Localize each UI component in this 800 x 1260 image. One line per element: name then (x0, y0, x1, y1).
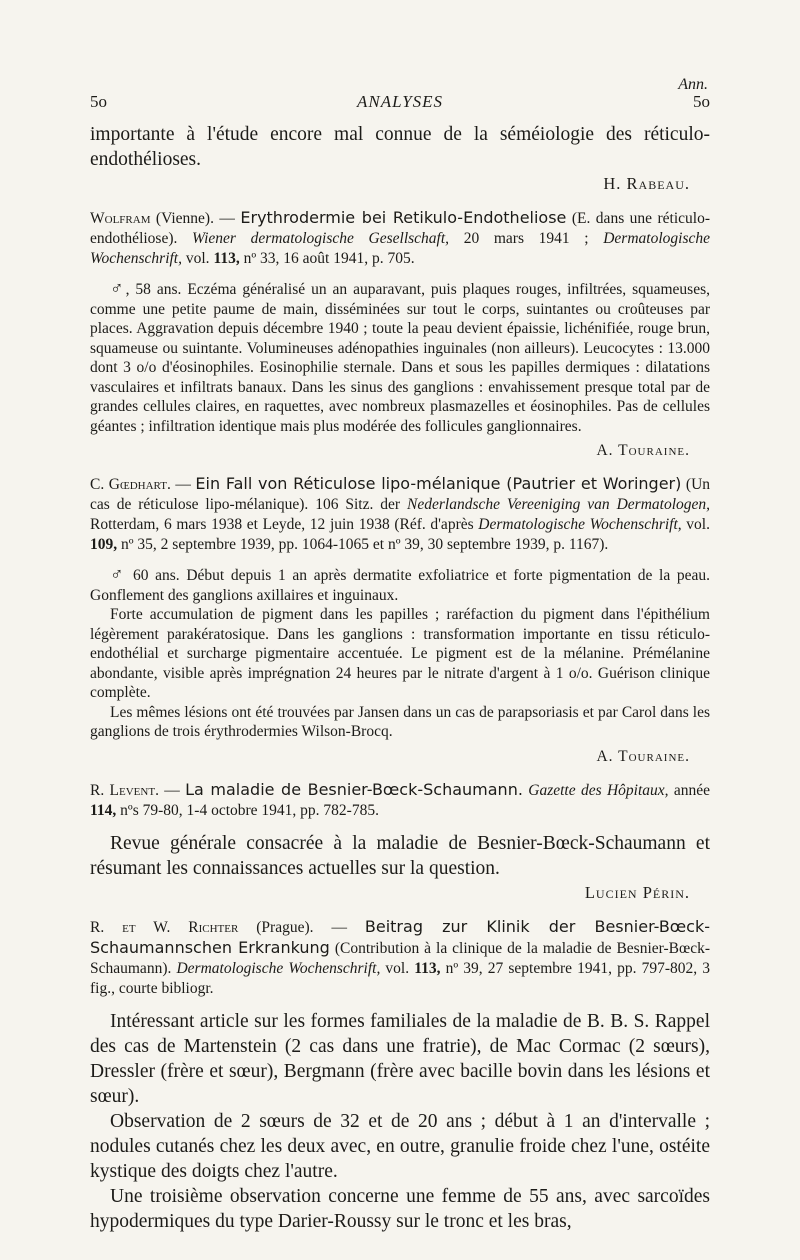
abstract-signature: Lucien Périn. (584, 882, 690, 902)
citation-date: Rotterdam, 6 mars 1938 et Leyde, 12 juin 1938 (Réf. d'après (90, 516, 479, 533)
abstract-signature: A. Touraine. (596, 442, 690, 459)
intro-signature: H. Rabeau. (603, 174, 690, 193)
journal-name: Nederlandsche Vereeniging van Dermatologen, (407, 496, 711, 513)
volume-number: 113, (213, 250, 240, 267)
page-body (90, 122, 710, 1234)
intro-paragraph: importante à l'étude encore mal connue de la séméiologie des réticulo-endothélioses. (90, 124, 710, 170)
article-title: Ein Fall von Réticulose lipo-mélanique (Pautrier et Woringer) (195, 474, 682, 493)
citation-pages: nº 33, 16 août 1941, p. 705. (239, 250, 415, 267)
journal-name: Dermatologische Wochenschrift, (176, 959, 381, 977)
title-translation: (Contribution à la clinique de la maladie de Besnier-Bœck-Schaumann). (90, 939, 710, 977)
abstract-body: 60 ans. Début depuis 1 an après dermatite exfoliatrice et forte pigmentation de la peau. Gonflement des ganglions axillaires et inguinaux. (90, 567, 711, 604)
citation-pages: nºs 79-80, 1-4 octobre 1941, pp. 782-785. (116, 801, 379, 819)
citation-goedhart (90, 474, 710, 555)
abstract-text (90, 279, 710, 436)
author-place: (Prague). — (238, 918, 365, 936)
abstract-levent (90, 780, 710, 903)
citation-wolfram (90, 208, 710, 269)
abstract-wolfram (90, 208, 710, 460)
author: Wolfram (90, 210, 151, 227)
abstract-body: , 58 ans. Eczéma généralisé un an auparavant, puis plaques rouges, infiltrées, squameuses, comme une petite paume de main, disséminées sur tout le corps, suintantes ou croûteuses par places. Aggravation depuis décembre 1940 ; toute la peau devient épaissie, lichénifiée, rouge brun, squameuse ou suintante. Volumineuses adénopathies inguinales (non ailleurs). Leucocytes : 13.000 dont 3 o/o d'éosinophiles. Eosinophilie sternale. Dans et sous les papilles dermiques : dilatations vasculaires et infiltrats banaux. Dans les sinus des ganglions : envahissement presque total par de grandes cellules claires, en raquettes, avec nombreux plasmazelles et éosinophiles. Pas de cellules géantes ; infiltration identique mais plus modérée des follicules ganglionnaires. (90, 281, 710, 435)
article-title: Beitrag zur Klinik der Besnier-Bœck-Schaumannschen Erkrankung (90, 916, 711, 957)
journal-name: Gazette des Hôpitaux, (528, 781, 669, 799)
separator: — (158, 781, 186, 799)
title-translation: (Un cas de réticulose lipo-mélanique). 106 Sitz. der (90, 476, 711, 513)
citation-year: année (668, 781, 711, 799)
page-number-right: 5o (693, 92, 710, 111)
citation-date: 20 mars 1941 ; (449, 230, 604, 247)
volume-prefix: vol. (380, 959, 415, 977)
author-place: (Vienne). — (150, 210, 241, 227)
author: C. Gœdhart. (90, 476, 171, 493)
journal-name: Wiener dermatologische Gesellschaft, (192, 230, 450, 247)
volume-number: 109, (90, 536, 118, 553)
abstract-goedhart (90, 474, 710, 766)
article-title: Erythrodermie bei Retikulo-Endotheliose (240, 208, 567, 227)
citation-richter (90, 917, 710, 999)
abstract-text (90, 565, 710, 605)
abstract-text: Les mêmes lésions ont été trouvées par Jansen dans un cas de parapsoriasis et par Carol dans les ganglions de trois érythrodermies Wilson-Brocq. (90, 703, 710, 740)
abstract-text: Une troisième observation concerne une femme de 55 ans, avec sarcoïdes hypodermiques du type Darier-Roussy sur le tronc et les bras, (90, 1185, 710, 1232)
citation-pages: nº 39, 27 septembre 1941, pp. 797-802, 3 fig., courte bibliogr. (90, 959, 710, 997)
separator: — (170, 476, 196, 493)
page-number-left: 5o (90, 92, 107, 111)
author: R. Levent. (90, 781, 159, 799)
volume-prefix: vol. (182, 250, 214, 267)
journal-name: Dermatologische Wochenschrift, (478, 516, 682, 533)
volume-number: 113, (414, 959, 441, 977)
article-title: La maladie de Besnier-Bœck-Schaumann. (185, 779, 523, 799)
title-translation: (E. dans une réticulo-endothéliose). (90, 210, 711, 247)
abstract-text: Forte accumulation de pigment dans les papilles ; raréfaction du pigment dans l'épithélium légèrement parakératosique. Dans les ganglions : transformation importante en tissu réticulo-endothélial et surcharge pigmentaire accentuée. Le pigment est de la mélanine. Prémélanine abondante, visible après imprégnation 24 heures par le nitrate d'argent à 1 o/o. Guérison clinique complète. (90, 606, 710, 701)
abstract-richter (90, 917, 710, 1234)
running-header (90, 70, 710, 112)
volume-number: 114, (90, 801, 117, 819)
author: R. et W. Richter (90, 918, 239, 936)
abstract-signature: A. Touraine. (596, 747, 690, 765)
running-title: ANALYSES (356, 92, 444, 111)
header-journal-abbrev: Ann. (678, 76, 708, 93)
male-symbol-icon: ♂ (110, 564, 127, 584)
citation-levent (90, 780, 710, 821)
volume-prefix: vol. (681, 516, 710, 533)
abstract-text: Revue générale consacrée à la maladie de Besnier-Bœck-Schaumann et résumant les connaissances actuelles sur la question. (90, 832, 710, 879)
journal-name: Dermatologische Wochenschrift, (90, 230, 710, 267)
abstract-text: Intéressant article sur les formes familiales de la maladie de B. B. S. Rappel des cas de Martenstein (2 cas dans une fratrie), de Mac Cormac (2 sœurs), Dressler (frère et sœur), Bergmann (frère avec bacille bovin dans les lésions et sœur). (90, 1010, 710, 1107)
abstract-text: Observation de 2 sœurs de 32 et de 20 ans ; début à 1 an d'intervalle ; nodules cutanés chez les deux avec, en outre, granulie froide chez l'une, ostéite kystique des doigts chez l'autre. (90, 1110, 710, 1182)
male-symbol-icon: ♂ (110, 278, 126, 298)
citation-pages: nº 35, 2 septembre 1939, pp. 1064-1065 et nº 39, 30 septembre 1939, p. 1167). (117, 536, 609, 553)
